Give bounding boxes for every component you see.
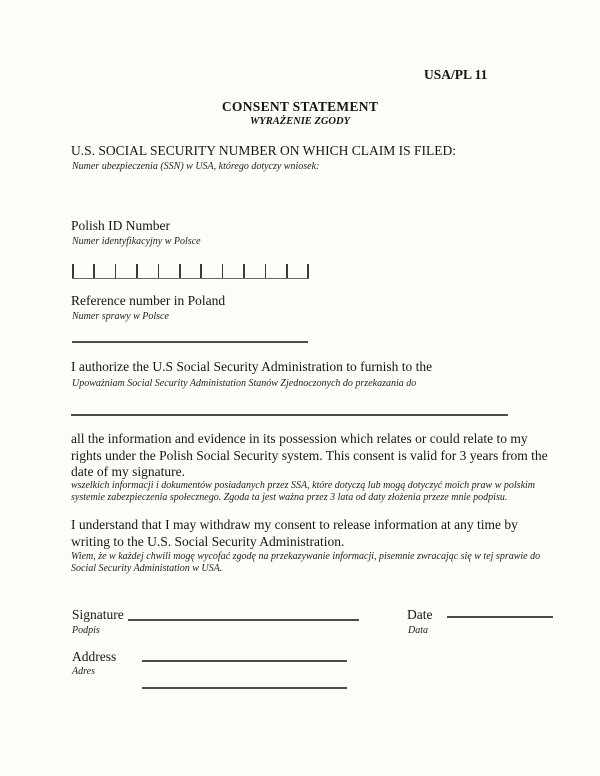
ssn-label-polish: Numer ubezpieczenia (SSN) w USA, którego dotyczy wniosek:: [72, 161, 320, 172]
signature-field[interactable]: [128, 600, 359, 619]
ruler-tick: [179, 264, 181, 278]
ruler-tick: [115, 264, 117, 278]
polish-id-ruler-field[interactable]: [72, 263, 309, 279]
ruler-tick: [93, 264, 95, 278]
reference-number-label: Reference number in Poland: [71, 293, 226, 308]
form-title: CONSENT STATEMENT: [221, 99, 379, 114]
ruler-tick: [307, 264, 309, 278]
form-code: USA/PL 11: [424, 67, 488, 82]
address-label: Address: [72, 649, 117, 664]
ruler-tick: [136, 264, 138, 278]
polish-id-label-polish: Numer identyfikacyjny w Polsce: [72, 236, 201, 247]
consent-paragraph: all the information and evidence in its possession which relates or could relate to my rights under the Polish Social Security system. This consent is valid for 3 years from the date of my signature.: [71, 431, 548, 479]
address-line-2: [142, 687, 347, 689]
polish-id-label: Polish ID Number: [71, 218, 170, 233]
date-label-polish: Data: [408, 625, 428, 636]
address-field-line2[interactable]: [142, 668, 347, 687]
reference-number-line: [72, 341, 308, 343]
form-title-polish: WYRAŻENIE ZGODY: [249, 116, 351, 127]
ruler-tick: [265, 264, 267, 278]
authorize-statement: I authorize the U.S Social Security Administration to furnish to the: [71, 359, 433, 374]
withdraw-paragraph-polish: Wiem, że w każdej chwili mogę wycofać zgodę na przekazywanie informacji, pisemnie zwracając się w tej sprawie do Social Security Administation w USA.: [71, 551, 541, 574]
signature-line: [128, 619, 359, 621]
ruler-tick: [200, 264, 202, 278]
ruler-tick: [243, 264, 245, 278]
date-line: [447, 616, 553, 618]
address-line-1: [142, 660, 347, 662]
address-label-polish: Adres: [72, 666, 95, 677]
ruler-tick: [222, 264, 224, 278]
ruler-tick: [286, 264, 288, 278]
reference-number-field[interactable]: [72, 322, 308, 341]
authorize-recipient-line: [71, 414, 508, 416]
date-label: Date: [407, 607, 433, 622]
address-field-line1[interactable]: [142, 641, 347, 660]
ruler-tick: [158, 264, 160, 278]
ruler-tick: [72, 264, 74, 278]
reference-number-label-polish: Numer sprawy w Polsce: [72, 311, 169, 322]
date-field[interactable]: [447, 597, 553, 616]
signature-label: Signature: [72, 607, 124, 622]
ssn-label: U.S. SOCIAL SECURITY NUMBER ON WHICH CLAIM IS FILED:: [71, 143, 457, 158]
consent-paragraph-polish: wszelkich informacji i dokumentów posiadanych przez SSA, które dotyczą lub mogą dotyczyć moich praw w polskim systemie zabezpieczenia społecznego. Zgoda ta jest ważna przez 3 lata od daty złożenia przeze mnie podpisu.: [71, 480, 536, 503]
authorize-recipient-field[interactable]: [71, 395, 508, 414]
signature-label-polish: Podpis: [72, 625, 100, 636]
authorize-statement-polish: Upoważniam Social Security Administation Stanów Zjednoczonych do przekazania do: [72, 378, 417, 389]
withdraw-paragraph: I understand that I may withdraw my consent to release information at any time by writing to the U.S. Social Security Administration.: [71, 517, 518, 549]
